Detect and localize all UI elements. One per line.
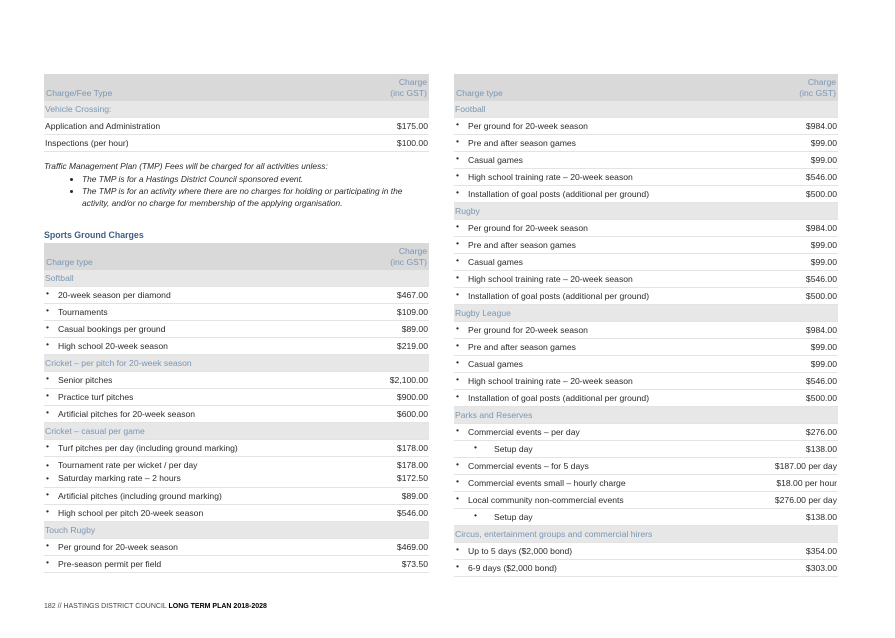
table-row: • Commercial events – per day $276.00 (454, 424, 838, 441)
right-column (454, 74, 838, 577)
table-row: • Setup day $138.00 (454, 441, 838, 458)
table-row: • Setup day $138.00 (454, 509, 838, 526)
table-row: • Casual bookings per ground $89.00 (44, 321, 429, 338)
table-row: • Casual games $99.00 (454, 356, 838, 373)
col-header-charge: Charge (inc GST) (754, 74, 838, 101)
table-row: • Installation of goal posts (additional per ground) $500.00 (454, 390, 838, 407)
table-row: • Senior pitches $2,100.00 (44, 372, 429, 389)
table-row: • High school training rate – 20-week season $546.00 (454, 271, 838, 288)
section-parks-reserves: Parks and Reserves (454, 407, 838, 424)
table-row: • 20-week season per diamond $467.00 (44, 287, 429, 304)
table-row: • Per ground for 20-week season $984.00 (454, 220, 838, 237)
table-row: • Commercial events small – hourly charge $18.00 per hour (454, 475, 838, 492)
page-footer (44, 603, 267, 610)
section-rugby: Rugby (454, 203, 838, 220)
table-row: • Artificial pitches (including ground marking) $89.00 (44, 488, 429, 505)
section-rugby-league: Rugby League (454, 305, 838, 322)
col-header-type: Charge type (44, 243, 345, 270)
tmp-bullet-list (44, 173, 429, 209)
sports-charges-table (454, 74, 838, 577)
left-column (44, 74, 429, 573)
table-row: • High school training rate – 20-week season $546.00 (454, 169, 838, 186)
section-vehicle-crossing: Vehicle Crossing: (44, 101, 429, 118)
table-row: • Commercial events – for 5 days $187.00 per day (454, 458, 838, 475)
vehicle-crossing-table (44, 74, 429, 152)
section-cricket-casual: Cricket – casual per game (44, 423, 429, 440)
table-row: • Practice turf pitches $900.00 (44, 389, 429, 406)
table-row: • Per ground for 20-week season $984.00 (454, 322, 838, 339)
section-circus: Circus, entertainment groups and commercial hirers (454, 526, 838, 543)
footer-page-label: 182 // HASTINGS DISTRICT COUNCIL (44, 603, 167, 610)
col-header-type: Charge/Fee Type (44, 74, 345, 101)
list-item: • The TMP is for a Hastings District Council sponsored event. (82, 173, 429, 185)
list-item: • The TMP is for an activity where there are no charges for holding or participating in the activity, and/or no charge for membership of the applying organisation. (82, 185, 429, 209)
table-row: • Pre and after season games $99.00 (454, 135, 838, 152)
table-row: • Per ground for 20-week season $469.00 (44, 539, 429, 556)
table-row: • Artificial pitches for 20-week season $600.00 (44, 406, 429, 423)
table-row: • Installation of goal posts (additional per ground) $500.00 (454, 288, 838, 305)
table-row: • Pre-season permit per field $73.50 (44, 556, 429, 573)
section-cricket-pitch: Cricket – per pitch for 20-week season (44, 355, 429, 372)
table-row: • Installation of goal posts (additional per ground) $500.00 (454, 186, 838, 203)
table-row: • 6-9 days ($2,000 bond) $303.00 (454, 560, 838, 577)
col-header-type: Charge type (454, 74, 754, 101)
table-row: • Local community non-commercial events $276.00 per day (454, 492, 838, 509)
table-row: • Turf pitches per day (including ground marking) $178.00 (44, 440, 429, 457)
table-row: • Pre and after season games $99.00 (454, 237, 838, 254)
col-header-charge: Charge (inc GST) (345, 243, 429, 270)
section-football: Football (454, 101, 838, 118)
section-touch-rugby: Touch Rugby (44, 522, 429, 539)
table-row: • High school training rate – 20-week season $546.00 (454, 373, 838, 390)
tmp-note: Traffic Management Plan (TMP) Fees will be charged for all activities unless: (44, 161, 328, 171)
table-row: • Per ground for 20-week season $984.00 (454, 118, 838, 135)
table-row: • Tournament rate per wicket / per day • Saturday marking rate – 2 hours $178.00 $172.50 (44, 457, 429, 488)
table-row: • Casual games $99.00 (454, 254, 838, 271)
footer-doc-title: LONG TERM PLAN 2018-2028 (168, 603, 267, 610)
col-header-charge: Charge (inc GST) (345, 74, 429, 101)
section-softball: Softball (44, 270, 429, 287)
table-row: Inspections (per hour) $100.00 (44, 135, 429, 152)
table-row: Application and Administration $175.00 (44, 118, 429, 135)
table-row: • High school per pitch 20-week season $546.00 (44, 505, 429, 522)
table-row: • Pre and after season games $99.00 (454, 339, 838, 356)
table-row: • Up to 5 days ($2,000 bond) $354.00 (454, 543, 838, 560)
table-row: • High school 20-week season $219.00 (44, 338, 429, 355)
table-row: • Tournaments $109.00 (44, 304, 429, 321)
table-row: • Casual games $99.00 (454, 152, 838, 169)
sports-ground-title: Sports Ground Charges (44, 230, 144, 240)
sports-ground-table (44, 243, 429, 573)
